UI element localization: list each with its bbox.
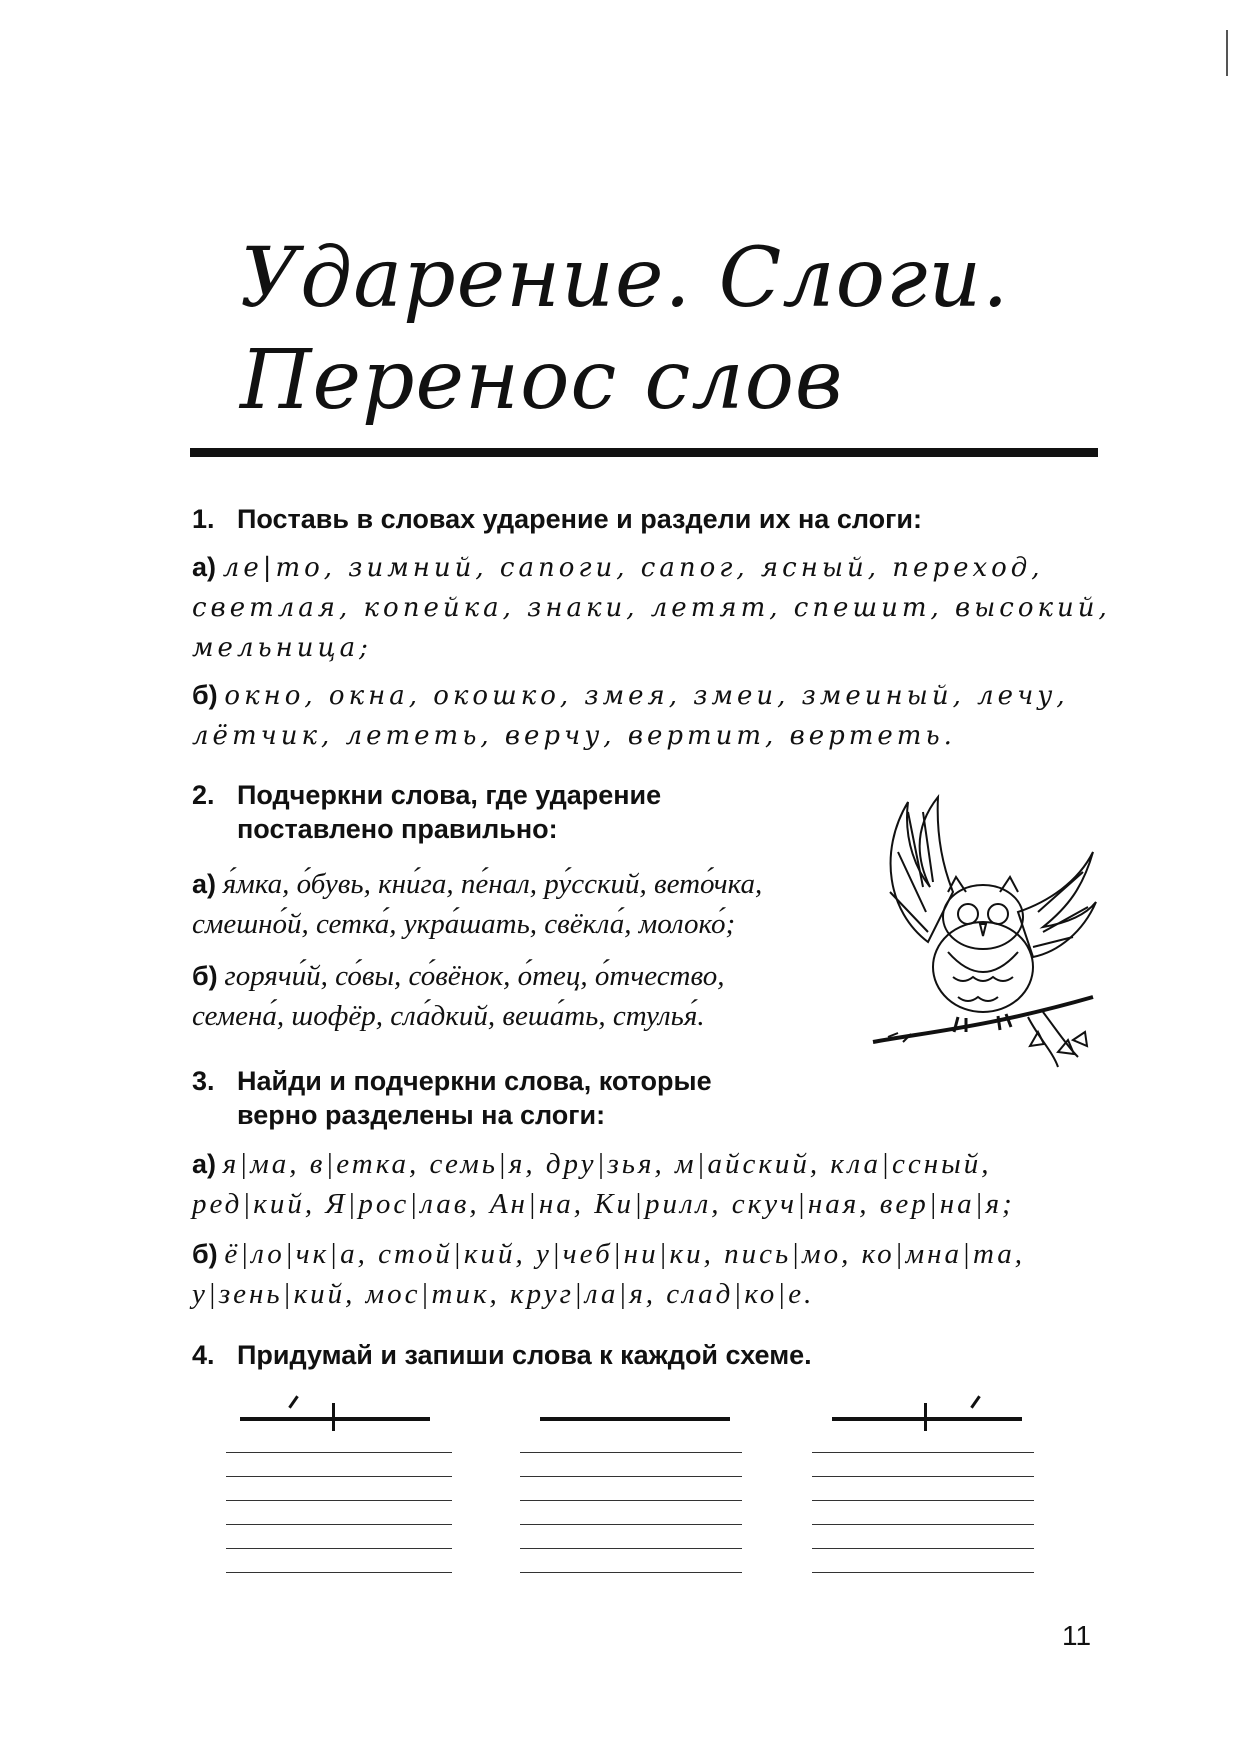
answer-line[interactable] [812,1572,1034,1573]
scan-edge-mark [1226,30,1228,76]
task-2a-line-1: а) я́мка, о́бувь, кни́га, пе́нал, ру́сский, вето́чка, [192,868,763,900]
scheme-1-stress-mark [288,1395,298,1408]
task-2b-line-2: семена́, шофёр, сла́дкий, веша́ть, стулья́. [192,1000,705,1032]
answer-line[interactable] [812,1500,1034,1501]
scheme-3-word-line [832,1417,1022,1421]
answer-line[interactable] [520,1572,742,1573]
task-1a-line-1: а) ле|то, зимний, сапоги, сапог, ясный, переход, [192,552,1044,583]
scheme-3-stress-mark [970,1395,980,1408]
answer-line[interactable] [226,1572,452,1573]
answer-line[interactable] [520,1548,742,1549]
scheme-2-word-line [540,1417,730,1421]
page-title-line-2: Перенос слов [240,333,844,428]
answer-line[interactable] [812,1476,1034,1477]
task-3-heading-line-1: 3. Найди и подчеркни слова, которые [192,1066,712,1096]
scheme-1-word-line [240,1417,430,1421]
answer-line[interactable] [812,1524,1034,1525]
answer-line[interactable] [520,1452,742,1453]
answer-line[interactable] [226,1524,452,1525]
task-3a-line-2: ред|кий, Я|рос|лав, Ан|на, Ки|рилл, скуч|ная, вер|на|я; [192,1188,1015,1220]
scheme-3 [832,1395,1022,1435]
scheme-3-syllable-divider [924,1403,927,1431]
answer-line[interactable] [812,1548,1034,1549]
answer-line[interactable] [812,1452,1034,1453]
task-1a-line-2: светлая, копейка, знаки, летят, спешит, высокий, [192,593,1111,623]
task-2-heading-line-1: 2. Подчеркни слова, где ударение [192,780,662,810]
answer-line[interactable] [520,1524,742,1525]
task-3b-line-2: у|зень|кий, мос|тик, круг|ла|я, слад|ко|е. [192,1278,815,1310]
page-number: 11 [1062,1620,1092,1651]
answer-line[interactable] [520,1476,742,1477]
scheme-2 [540,1395,730,1435]
task-3-heading-line-2: верно разделены на слоги: [237,1100,606,1130]
scheme-1-syllable-divider [332,1403,335,1431]
answer-line[interactable] [520,1500,742,1501]
answer-line[interactable] [226,1452,452,1453]
task-1b-line-2: лётчик, лететь, верчу, вертит, вертеть. [192,721,956,751]
answer-line[interactable] [226,1548,452,1549]
task-1-heading: 1. Поставь в словах ударение и раздели их на слоги: [192,504,922,534]
task-1b-line-1: б) окно, окна, окошко, змея, змеи, змеиный, лечу, [192,680,1069,711]
answer-line[interactable] [226,1500,452,1501]
title-rule [190,448,1098,457]
answer-line[interactable] [226,1476,452,1477]
task-3b-line-1: б) ё|ло|чк|а, стой|кий, у|чеб|ни|ки, пись|мо, ко|мна|та, [192,1238,1026,1270]
owl-illustration [868,792,1098,1080]
task-1a-line-3: мельница; [192,633,372,663]
scheme-1 [240,1395,430,1435]
task-2a-line-2: смешно́й, сетка́, укра́шать, свёкла́, молоко́; [192,908,736,940]
page-title-line-1: Ударение. Слоги. [240,231,1010,326]
task-3a-line-1: а) я|ма, в|етка, семь|я, дру|зья, м|айский, кла|ссный, [192,1148,992,1180]
task-2-heading-line-2: поставлено правильно: [237,814,558,844]
task-2b-line-1: б) горячи́й, со́вы, со́вёнок, о́тец, о́тчество, [192,960,725,992]
task-4-heading: 4. Придумай и запиши слова к каждой схеме. [192,1340,812,1370]
